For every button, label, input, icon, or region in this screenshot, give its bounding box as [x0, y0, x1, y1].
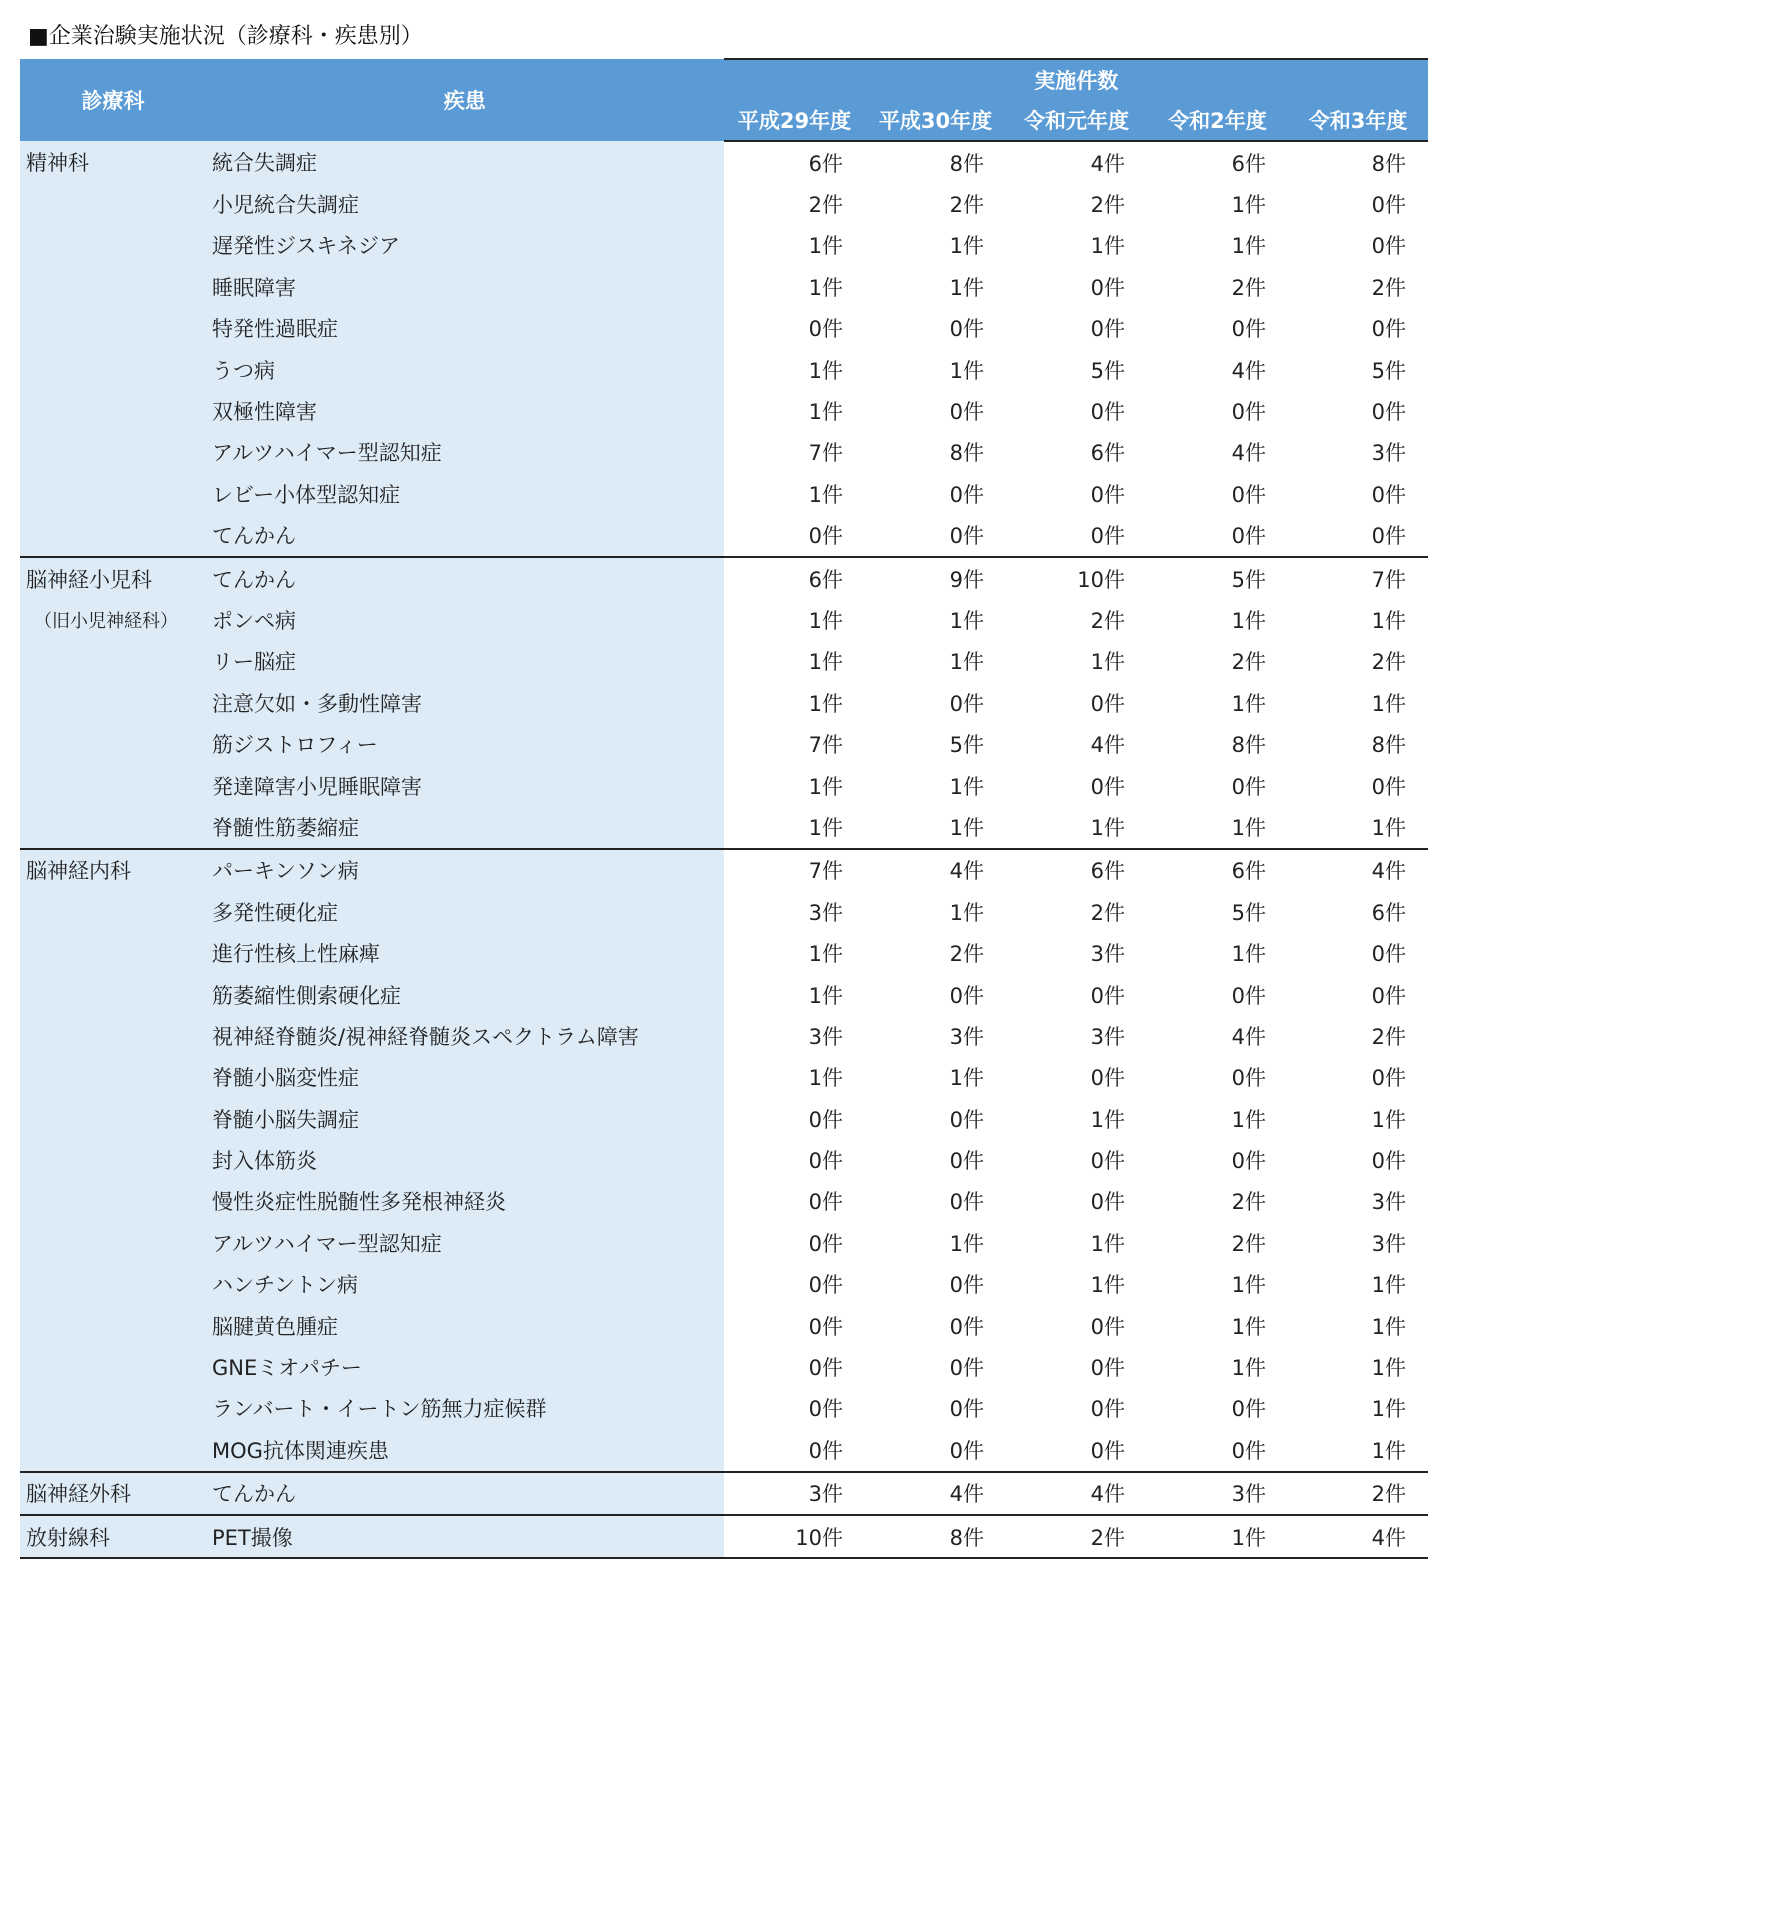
count-cell: 0件 — [1006, 765, 1147, 806]
count-cell: 2件 — [1147, 266, 1288, 307]
count-cell: 0件 — [865, 682, 1006, 723]
disease-cell: 注意欠如・多動性障害 — [206, 682, 724, 723]
disease-cell: 進行性核上性麻痺 — [206, 932, 724, 973]
department-cell — [20, 1515, 206, 1558]
department-cell — [20, 1181, 206, 1222]
count-cell: 1件 — [1006, 641, 1147, 682]
table-row — [20, 1305, 1428, 1346]
disease-cell: てんかん — [206, 557, 724, 599]
count-cell: 1件 — [724, 266, 865, 307]
table-row — [20, 974, 1428, 1015]
disease-cell: 統合失調症 — [206, 141, 724, 183]
table-row — [20, 1139, 1428, 1180]
table-row — [20, 1264, 1428, 1305]
count-cell: 2件 — [724, 183, 865, 224]
count-cell: 0件 — [865, 473, 1006, 514]
disease-cell: MOG抗体関連疾患 — [206, 1429, 724, 1471]
count-cell: 0件 — [865, 1429, 1006, 1471]
count-cell: 0件 — [1006, 1429, 1147, 1471]
count-cell: 3件 — [865, 1015, 1006, 1056]
count-cell: 0件 — [1288, 183, 1428, 224]
header-count-group: 実施件数 — [724, 59, 1428, 100]
department-cell — [20, 1305, 206, 1346]
count-cell: 7件 — [724, 432, 865, 473]
department-cell — [20, 141, 206, 183]
department-cell — [20, 473, 206, 514]
count-cell: 6件 — [724, 141, 865, 183]
count-cell: 1件 — [1147, 1305, 1288, 1346]
count-cell: 0件 — [1006, 1305, 1147, 1346]
table-row — [20, 1346, 1428, 1387]
count-cell: 1件 — [1288, 1098, 1428, 1139]
department-cell — [20, 1346, 206, 1387]
count-cell: 1件 — [1006, 806, 1147, 848]
table-row — [20, 891, 1428, 932]
count-cell: 0件 — [724, 515, 865, 557]
department-cell — [20, 849, 206, 891]
count-cell: 0件 — [1006, 266, 1147, 307]
count-cell: 5件 — [1288, 349, 1428, 390]
table-row — [20, 932, 1428, 973]
count-cell: 0件 — [1147, 308, 1288, 349]
count-cell: 0件 — [1006, 1181, 1147, 1222]
count-cell: 1件 — [724, 806, 865, 848]
table-row — [20, 1098, 1428, 1139]
table-row — [20, 349, 1428, 390]
disease-cell: 脊髄小脳失調症 — [206, 1098, 724, 1139]
table-row — [20, 557, 1428, 599]
count-cell: 0件 — [865, 1264, 1006, 1305]
count-cell: 1件 — [865, 806, 1006, 848]
count-cell: 5件 — [865, 723, 1006, 764]
department-cell — [20, 932, 206, 973]
count-cell: 0件 — [1147, 1429, 1288, 1471]
count-cell: 8件 — [865, 141, 1006, 183]
count-cell: 1件 — [1147, 1515, 1288, 1558]
disease-cell: 特発性過眠症 — [206, 308, 724, 349]
department-cell — [20, 225, 206, 266]
count-cell: 6件 — [1006, 432, 1147, 473]
count-cell: 10件 — [1006, 557, 1147, 599]
count-cell: 3件 — [1006, 1015, 1147, 1056]
disease-cell: アルツハイマー型認知症 — [206, 432, 724, 473]
count-cell: 0件 — [1006, 1346, 1147, 1387]
count-cell: 4件 — [1006, 141, 1147, 183]
disease-cell: 発達障害小児睡眠障害 — [206, 765, 724, 806]
department-cell — [20, 557, 206, 599]
header-disease: 疾患 — [206, 59, 724, 141]
count-cell: 10件 — [724, 1515, 865, 1558]
department-name: 精神科 — [26, 151, 89, 176]
count-cell: 0件 — [1147, 515, 1288, 557]
count-cell: 3件 — [1147, 1472, 1288, 1515]
count-cell: 4件 — [1288, 849, 1428, 891]
count-cell: 2件 — [1147, 641, 1288, 682]
count-cell: 0件 — [1288, 974, 1428, 1015]
count-cell: 1件 — [865, 641, 1006, 682]
count-cell: 1件 — [1147, 932, 1288, 973]
count-cell: 0件 — [1147, 765, 1288, 806]
table-row — [20, 1388, 1428, 1429]
table-row — [20, 473, 1428, 514]
count-cell: 3件 — [724, 1472, 865, 1515]
table-row — [20, 432, 1428, 473]
count-cell: 0件 — [1288, 473, 1428, 514]
disease-cell: 筋ジストロフィー — [206, 723, 724, 764]
count-cell: 3件 — [724, 891, 865, 932]
count-cell: 1件 — [1147, 1346, 1288, 1387]
count-cell: 3件 — [1288, 432, 1428, 473]
department-cell — [20, 723, 206, 764]
department-cell — [20, 1139, 206, 1180]
disease-cell: てんかん — [206, 1472, 724, 1515]
department-cell — [20, 1388, 206, 1429]
table-header — [20, 59, 1428, 141]
count-cell: 1件 — [1288, 1388, 1428, 1429]
count-cell: 0件 — [1288, 1057, 1428, 1098]
disease-cell: 遅発性ジスキネジア — [206, 225, 724, 266]
disease-cell: ポンペ病 — [206, 599, 724, 640]
department-cell — [20, 599, 206, 640]
count-cell: 1件 — [1147, 806, 1288, 848]
count-cell: 0件 — [865, 390, 1006, 431]
count-cell: 0件 — [724, 1388, 865, 1429]
department-cell — [20, 308, 206, 349]
count-cell: 7件 — [724, 723, 865, 764]
count-cell: 0件 — [865, 515, 1006, 557]
count-cell: 0件 — [1006, 1388, 1147, 1429]
department-cell — [20, 1057, 206, 1098]
count-cell: 0件 — [724, 1429, 865, 1471]
count-cell: 7件 — [724, 849, 865, 891]
count-cell: 1件 — [724, 932, 865, 973]
header-year: 令和3年度 — [1288, 100, 1428, 141]
table-row — [20, 1429, 1428, 1471]
disease-cell: GNEミオパチー — [206, 1346, 724, 1387]
department-cell — [20, 432, 206, 473]
department-cell — [20, 266, 206, 307]
count-cell: 0件 — [724, 1222, 865, 1263]
department-cell — [20, 765, 206, 806]
count-cell: 1件 — [1147, 1098, 1288, 1139]
count-cell: 1件 — [1006, 225, 1147, 266]
count-cell: 0件 — [865, 1305, 1006, 1346]
count-cell: 0件 — [865, 1098, 1006, 1139]
count-cell: 0件 — [865, 308, 1006, 349]
department-name: 脳神経小児科 — [26, 567, 152, 592]
count-cell: 0件 — [1288, 1139, 1428, 1180]
disease-cell: 封入体筋炎 — [206, 1139, 724, 1180]
department-name: 脳神経内科 — [26, 859, 131, 884]
count-cell: 0件 — [865, 1346, 1006, 1387]
count-cell: 0件 — [865, 1388, 1006, 1429]
disease-cell: リー脳症 — [206, 641, 724, 682]
department-cell — [20, 682, 206, 723]
count-cell: 1件 — [1288, 599, 1428, 640]
count-cell: 5件 — [1147, 557, 1288, 599]
disease-cell: ハンチントン病 — [206, 1264, 724, 1305]
disease-cell: レビー小体型認知症 — [206, 473, 724, 514]
count-cell: 4件 — [1006, 1472, 1147, 1515]
count-cell: 1件 — [1006, 1098, 1147, 1139]
table-row — [20, 682, 1428, 723]
count-cell: 1件 — [724, 765, 865, 806]
count-cell: 1件 — [865, 891, 1006, 932]
count-cell: 8件 — [865, 1515, 1006, 1558]
disease-cell: 脊髄性筋萎縮症 — [206, 806, 724, 848]
count-cell: 0件 — [1006, 974, 1147, 1015]
count-cell: 0件 — [1147, 390, 1288, 431]
disease-cell: アルツハイマー型認知症 — [206, 1222, 724, 1263]
count-cell: 8件 — [865, 432, 1006, 473]
department-name: 放射線科 — [26, 1525, 110, 1550]
count-cell: 6件 — [1006, 849, 1147, 891]
count-cell: 1件 — [724, 974, 865, 1015]
count-cell: 1件 — [865, 765, 1006, 806]
count-cell: 0件 — [1147, 473, 1288, 514]
header-year: 平成30年度 — [865, 100, 1006, 141]
count-cell: 3件 — [1288, 1181, 1428, 1222]
count-cell: 1件 — [1006, 1264, 1147, 1305]
count-cell: 4件 — [865, 849, 1006, 891]
count-cell: 0件 — [724, 1305, 865, 1346]
count-cell: 0件 — [1147, 974, 1288, 1015]
trials-table — [20, 58, 1428, 1559]
disease-cell: 多発性硬化症 — [206, 891, 724, 932]
count-cell: 1件 — [1288, 682, 1428, 723]
count-cell: 2件 — [1147, 1222, 1288, 1263]
department-cell — [20, 1429, 206, 1471]
count-cell: 0件 — [1006, 390, 1147, 431]
disease-cell: 脊髄小脳変性症 — [206, 1057, 724, 1098]
count-cell: 8件 — [1288, 141, 1428, 183]
trials-table-container — [20, 58, 1428, 1559]
header-year: 令和元年度 — [1006, 100, 1147, 141]
count-cell: 1件 — [1006, 1222, 1147, 1263]
table-row — [20, 1015, 1428, 1056]
count-cell: 0件 — [1288, 225, 1428, 266]
department-cell — [20, 183, 206, 224]
count-cell: 1件 — [865, 225, 1006, 266]
header-department: 診療科 — [20, 59, 206, 141]
count-cell: 0件 — [1288, 308, 1428, 349]
count-cell: 8件 — [1147, 723, 1288, 764]
count-cell: 0件 — [724, 308, 865, 349]
department-cell — [20, 515, 206, 557]
count-cell: 1件 — [724, 225, 865, 266]
count-cell: 3件 — [724, 1015, 865, 1056]
count-cell: 6件 — [1147, 849, 1288, 891]
department-cell — [20, 641, 206, 682]
count-cell: 1件 — [1288, 1429, 1428, 1471]
disease-cell: 小児統合失調症 — [206, 183, 724, 224]
count-cell: 1件 — [724, 641, 865, 682]
count-cell: 0件 — [1147, 1388, 1288, 1429]
count-cell: 0件 — [724, 1139, 865, 1180]
count-cell: 6件 — [1147, 141, 1288, 183]
count-cell: 2件 — [1288, 1472, 1428, 1515]
count-cell: 0件 — [1288, 390, 1428, 431]
table-row — [20, 1472, 1428, 1515]
count-cell: 7件 — [1288, 557, 1428, 599]
header-year: 平成29年度 — [724, 100, 865, 141]
table-row — [20, 1181, 1428, 1222]
count-cell: 2件 — [1288, 641, 1428, 682]
count-cell: 3件 — [1288, 1222, 1428, 1263]
count-cell: 6件 — [1288, 891, 1428, 932]
disease-cell: ランバート・イートン筋無力症候群 — [206, 1388, 724, 1429]
table-row — [20, 806, 1428, 848]
count-cell: 1件 — [865, 1222, 1006, 1263]
count-cell: 1件 — [724, 473, 865, 514]
table-row — [20, 765, 1428, 806]
count-cell: 0件 — [724, 1264, 865, 1305]
department-cell — [20, 806, 206, 848]
count-cell: 1件 — [865, 599, 1006, 640]
disease-cell: 視神経脊髄炎/視神経脊髄炎スペクトラム障害 — [206, 1015, 724, 1056]
department-cell — [20, 974, 206, 1015]
count-cell: 1件 — [865, 1057, 1006, 1098]
count-cell: 1件 — [865, 266, 1006, 307]
department-cell — [20, 1472, 206, 1515]
count-cell: 6件 — [724, 557, 865, 599]
table-row — [20, 266, 1428, 307]
count-cell: 4件 — [865, 1472, 1006, 1515]
disease-cell: 睡眠障害 — [206, 266, 724, 307]
table-row — [20, 1515, 1428, 1558]
count-cell: 0件 — [1006, 308, 1147, 349]
count-cell: 2件 — [1006, 183, 1147, 224]
count-cell: 2件 — [1288, 1015, 1428, 1056]
count-cell: 0件 — [1006, 1057, 1147, 1098]
count-cell: 2件 — [865, 183, 1006, 224]
table-row — [20, 1222, 1428, 1263]
count-cell: 0件 — [865, 1139, 1006, 1180]
table-row — [20, 1057, 1428, 1098]
count-cell: 2件 — [865, 932, 1006, 973]
disease-cell: うつ病 — [206, 349, 724, 390]
count-cell: 1件 — [724, 390, 865, 431]
table-body — [20, 141, 1428, 1558]
count-cell: 5件 — [1006, 349, 1147, 390]
count-cell: 1件 — [1147, 183, 1288, 224]
count-cell: 0件 — [865, 974, 1006, 1015]
count-cell: 2件 — [1147, 1181, 1288, 1222]
table-row — [20, 308, 1428, 349]
table-row — [20, 599, 1428, 640]
count-cell: 1件 — [1288, 1264, 1428, 1305]
table-row — [20, 390, 1428, 431]
disease-cell: 筋萎縮性側索硬化症 — [206, 974, 724, 1015]
count-cell: 1件 — [1288, 1305, 1428, 1346]
department-cell — [20, 1015, 206, 1056]
department-cell — [20, 349, 206, 390]
count-cell: 9件 — [865, 557, 1006, 599]
disease-cell: PET撮像 — [206, 1515, 724, 1558]
table-row — [20, 183, 1428, 224]
count-cell: 4件 — [1147, 432, 1288, 473]
count-cell: 0件 — [724, 1346, 865, 1387]
count-cell: 0件 — [1006, 515, 1147, 557]
table-row — [20, 515, 1428, 557]
department-subname: （旧小児神経科） — [34, 610, 178, 632]
disease-cell: 双極性障害 — [206, 390, 724, 431]
table-row — [20, 723, 1428, 764]
count-cell: 1件 — [724, 349, 865, 390]
count-cell: 1件 — [724, 1057, 865, 1098]
count-cell: 5件 — [1147, 891, 1288, 932]
header-year: 令和2年度 — [1147, 100, 1288, 141]
disease-cell: てんかん — [206, 515, 724, 557]
count-cell: 4件 — [1147, 1015, 1288, 1056]
count-cell: 0件 — [1288, 765, 1428, 806]
count-cell: 1件 — [1147, 682, 1288, 723]
count-cell: 8件 — [1288, 723, 1428, 764]
disease-cell: 脳腱黄色腫症 — [206, 1305, 724, 1346]
count-cell: 2件 — [1006, 891, 1147, 932]
count-cell: 0件 — [724, 1181, 865, 1222]
department-cell — [20, 1264, 206, 1305]
department-cell — [20, 390, 206, 431]
count-cell: 2件 — [1006, 1515, 1147, 1558]
department-cell — [20, 1098, 206, 1139]
count-cell: 4件 — [1147, 349, 1288, 390]
count-cell: 4件 — [1006, 723, 1147, 764]
count-cell: 2件 — [1288, 266, 1428, 307]
disease-cell: 慢性炎症性脱髄性多発根神経炎 — [206, 1181, 724, 1222]
count-cell: 0件 — [1147, 1057, 1288, 1098]
count-cell: 4件 — [1288, 1515, 1428, 1558]
disease-cell: パーキンソン病 — [206, 849, 724, 891]
page-title: ■企業治験実施状況（診療科・疾患別） — [28, 24, 423, 49]
count-cell: 2件 — [1006, 599, 1147, 640]
table-row — [20, 641, 1428, 682]
count-cell: 0件 — [865, 1181, 1006, 1222]
count-cell: 1件 — [724, 599, 865, 640]
department-name: 脳神経外科 — [26, 1482, 131, 1507]
count-cell: 0件 — [1006, 1139, 1147, 1180]
table-row — [20, 141, 1428, 183]
department-cell — [20, 891, 206, 932]
count-cell: 1件 — [1147, 1264, 1288, 1305]
count-cell: 0件 — [1288, 515, 1428, 557]
count-cell: 1件 — [1147, 225, 1288, 266]
count-cell: 1件 — [1288, 806, 1428, 848]
count-cell: 1件 — [724, 682, 865, 723]
count-cell: 0件 — [1006, 473, 1147, 514]
count-cell: 1件 — [865, 349, 1006, 390]
count-cell: 1件 — [1288, 1346, 1428, 1387]
count-cell: 3件 — [1006, 932, 1147, 973]
department-cell — [20, 1222, 206, 1263]
count-cell: 0件 — [724, 1098, 865, 1139]
count-cell: 0件 — [1147, 1139, 1288, 1180]
count-cell: 0件 — [1288, 932, 1428, 973]
count-cell: 1件 — [1147, 599, 1288, 640]
count-cell: 0件 — [1006, 682, 1147, 723]
table-row — [20, 849, 1428, 891]
table-row — [20, 225, 1428, 266]
